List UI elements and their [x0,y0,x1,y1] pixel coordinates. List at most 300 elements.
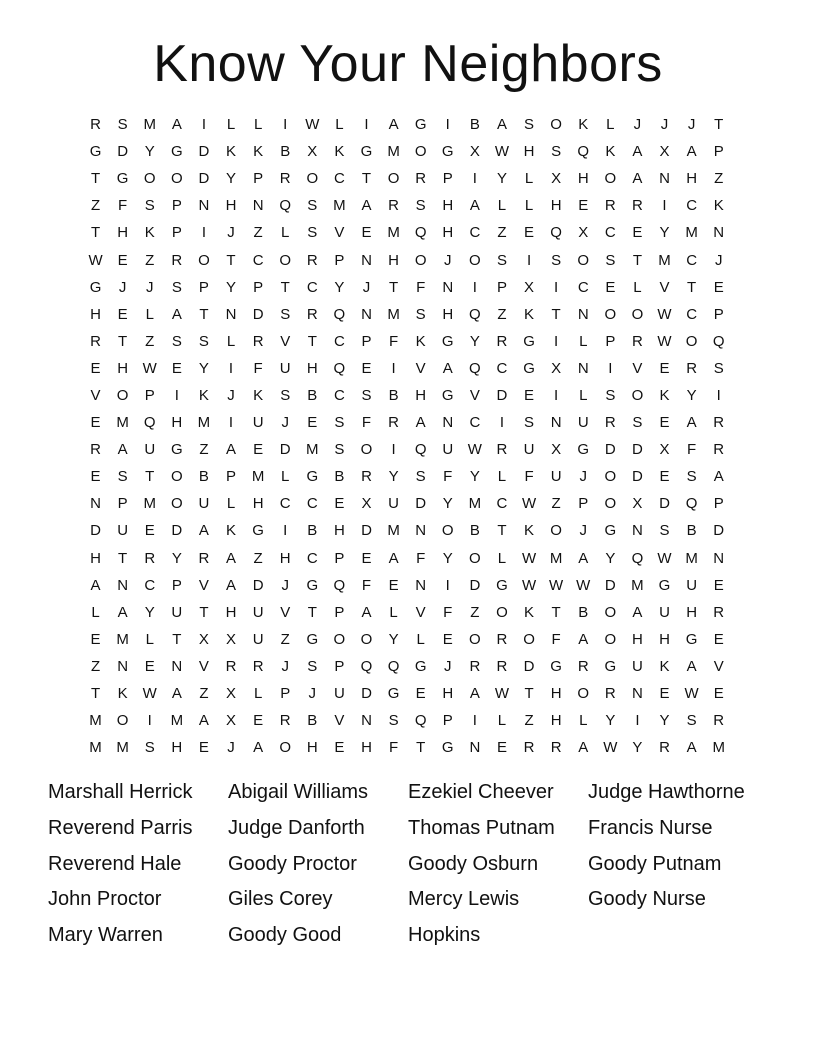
grid-letter: S [686,712,697,730]
grid-letter: N [713,224,725,242]
grid-letter: E [198,739,209,757]
grid-letter: I [472,278,477,296]
grid-letter: Z [199,441,209,459]
grid-letter: S [144,739,155,757]
grid-letter: R [713,603,725,621]
grid-letter: A [171,685,182,703]
word-list-item: Francis Nurse [588,816,713,839]
grid-letter: J [633,116,642,134]
grid-letter: N [550,414,562,432]
grid-letter: L [253,116,263,134]
grid-letter: E [144,657,155,675]
grid-letter: X [307,143,318,161]
grid-letter: A [686,657,697,675]
grid-letter: J [227,739,235,757]
grid-letter: E [361,224,372,242]
grid-letter: L [91,603,100,621]
grid-letter: G [441,739,454,757]
grid-letter: Y [659,224,670,242]
grid-letter: O [604,630,617,648]
grid-letter: G [685,630,698,648]
grid-letter: O [469,251,481,269]
grid-letter: N [225,305,237,323]
grid-letter: A [361,197,372,215]
grid-letter: S [334,414,345,432]
grid-letter: O [604,603,617,621]
grid-letter: X [659,143,670,161]
grid-letter: T [172,630,182,648]
grid-letter: X [226,630,237,648]
grid-letter: T [551,603,561,621]
grid-letter: Q [360,657,373,675]
grid-letter: L [606,116,615,134]
grid-letter: O [550,116,562,134]
grid-letter: R [144,549,156,567]
grid-letter: K [198,386,209,404]
grid-letter: R [496,332,508,350]
grid-letter: S [605,386,616,404]
grid-letter: O [604,495,617,513]
grid-letter: A [171,116,182,134]
grid-letter: W [521,495,537,513]
grid-letter: K [605,143,616,161]
grid-letter: Y [632,739,643,757]
grid-letter: X [469,143,480,161]
grid-letter: R [388,414,399,432]
grid-letter: H [550,197,562,215]
grid-letter: I [283,116,288,134]
word-list-item: Judge Hawthorne [588,781,745,803]
grid-letter: W [494,685,510,703]
grid-letter: T [388,278,399,296]
grid-letter: T [307,332,317,350]
grid-letter: M [197,414,211,432]
grid-letter: Q [712,332,725,350]
grid-letter: N [117,576,129,594]
grid-letter: I [554,278,559,296]
grid-letter: X [524,278,535,296]
grid-letter: G [414,657,427,675]
grid-letter: W [88,251,103,269]
grid-letter: P [171,224,182,242]
grid-letter: I [499,414,505,432]
grid-letter: T [632,251,642,269]
grid-letter: O [414,143,427,161]
grid-letter: H [90,549,101,567]
grid-letter: T [524,685,534,703]
grid-letter: R [604,685,616,703]
grid-letter: C [144,576,156,594]
grid-letter: Z [253,224,263,242]
grid-letter: S [171,332,182,350]
grid-letter: B [198,468,209,486]
grid-letter: P [334,251,345,269]
grid-letter: D [415,495,427,513]
grid-letter: N [632,685,643,703]
grid-letter: A [578,549,589,567]
grid-letter: R [686,359,698,377]
grid-letter: M [170,712,184,730]
grid-letter: U [198,495,210,513]
grid-letter: Q [333,359,346,377]
grid-letter: V [659,278,670,296]
grid-letter: R [577,657,589,675]
grid-letter: T [90,170,101,188]
grid-letter: G [306,630,319,648]
grid-letter: E [388,576,399,594]
grid-letter: N [117,657,129,675]
grid-letter: A [442,359,453,377]
grid-letter: A [226,549,237,567]
grid-letter: R [225,657,237,675]
grid-letter: V [334,224,345,242]
grid-letter: N [90,495,101,513]
grid-letter: H [442,685,454,703]
grid-letter: G [306,576,319,594]
grid-letter: C [252,251,264,269]
grid-letter: F [388,332,399,350]
grid-letter: S [415,468,426,486]
grid-letter: J [579,522,587,540]
grid-letter: K [253,386,264,404]
grid-letter: O [631,386,644,404]
grid-letter: V [415,603,426,621]
grid-letter: A [496,116,507,134]
grid-letter: R [90,332,101,350]
grid-letter: M [468,495,482,513]
grid-letter: B [307,522,318,540]
grid-letter: D [361,522,372,540]
grid-letter: S [307,224,318,242]
grid-letter: F [416,278,426,296]
grid-letter: C [306,495,318,513]
grid-letter: W [142,359,157,377]
grid-letter: A [90,576,101,594]
grid-letter: Y [605,712,616,730]
grid-letter: O [604,468,617,486]
grid-letter: I [716,386,721,404]
grid-letter: R [604,414,616,432]
grid-letter: Y [144,143,155,161]
grid-letter: S [280,386,291,404]
grid-letter: H [523,143,535,161]
grid-letter: C [279,495,291,513]
grid-letter: S [415,197,426,215]
grid-letter: F [361,414,372,432]
grid-letter: E [361,549,372,567]
grid-letter: V [469,386,480,404]
grid-letter: C [686,197,698,215]
grid-letter: J [118,278,127,296]
grid-letter: W [549,576,564,594]
grid-letter: U [523,441,535,459]
grid-letter: D [198,170,210,188]
grid-letter: J [227,224,235,242]
grid-letter: P [713,495,724,513]
grid-letter: D [90,522,101,540]
grid-letter: E [253,712,264,730]
grid-letter: O [496,603,508,621]
grid-letter: T [416,739,426,757]
grid-letter: M [387,305,400,323]
grid-letter: O [550,522,562,540]
grid-letter: D [632,468,643,486]
grid-letter: M [685,549,698,567]
grid-letter: I [174,386,179,404]
grid-letter: S [361,386,372,404]
grid-letter: O [631,305,644,323]
grid-letter: P [226,468,237,486]
grid-letter: U [388,495,399,513]
grid-letter: K [659,657,670,675]
grid-letter: R [713,441,725,459]
grid-letter: U [442,441,454,459]
grid-letter: C [496,495,508,513]
grid-letter: E [659,414,670,432]
grid-letter: F [443,603,453,621]
grid-letter: N [252,197,264,215]
grid-letter: U [252,630,264,648]
word-list-item: Goody Nurse [588,888,706,911]
grid-letter: D [279,441,291,459]
grid-letter: F [551,630,561,648]
grid-letter: T [199,305,209,323]
grid-letter: Q [631,549,644,567]
grid-letter: S [632,414,643,432]
grid-letter: O [523,630,535,648]
grid-letter: I [391,359,396,377]
grid-letter: G [89,278,102,296]
grid-letter: I [445,576,450,594]
grid-letter: Q [387,657,400,675]
grid-letter: N [577,359,589,377]
grid-letter: A [469,197,480,215]
grid-letter: L [633,278,642,296]
word-list [48,777,768,956]
grid-letter: N [442,414,454,432]
grid-letter: A [226,576,237,594]
grid-letter: X [632,495,643,513]
grid-letter: L [497,468,507,486]
grid-letter: W [684,685,699,703]
grid-letter: I [201,224,206,242]
grid-letter: K [144,224,155,242]
grid-letter: N [632,522,643,540]
grid-letter: D [361,685,372,703]
grid-letter: B [307,712,318,730]
grid-letter: L [145,305,154,323]
grid-letter: I [526,251,532,269]
grid-letter: H [171,739,183,757]
grid-letter: V [713,657,724,675]
grid-letter: K [226,522,237,540]
grid-letter: R [713,414,725,432]
grid-letter: N [198,197,210,215]
grid-letter: A [253,739,264,757]
grid-letter: M [387,143,400,161]
grid-letter: B [388,386,399,404]
grid-letter: Y [686,386,697,404]
grid-letter: P [334,657,345,675]
grid-letter: R [90,116,101,134]
grid-letter: M [306,441,319,459]
grid-letter: S [144,197,155,215]
grid-letter: U [252,414,264,432]
grid-letter: O [170,495,183,513]
grid-letter: A [713,468,724,486]
word-list-item: John Proctor [48,888,162,911]
grid-letter: G [116,170,129,188]
grid-letter: E [659,359,670,377]
grid-letter: R [279,712,291,730]
grid-letter: G [441,386,454,404]
grid-letter: H [225,603,237,621]
grid-letter: E [496,739,507,757]
grid-letter: U [252,603,264,621]
grid-letter: J [444,657,452,675]
grid-letter: L [226,332,236,350]
grid-letter: H [550,685,562,703]
grid-letter: I [391,441,396,459]
grid-letter: T [361,170,372,188]
grid-letter: A [686,414,697,432]
grid-letter: K [524,603,535,621]
grid-letter: R [713,712,725,730]
grid-letter: O [577,251,590,269]
grid-letter: L [145,630,154,648]
grid-letter: V [334,712,345,730]
grid-letter: H [686,170,698,188]
grid-letter: A [117,441,128,459]
grid-letter: S [524,414,535,432]
grid-letter: T [199,603,209,621]
grid-letter: S [415,305,426,323]
word-list-item: Mary Warren [48,924,163,947]
grid-letter: L [335,116,344,134]
grid-letter: X [198,630,209,648]
grid-letter: G [604,522,617,540]
grid-letter: G [306,468,319,486]
grid-letter: M [251,468,265,486]
grid-letter: K [524,305,535,323]
grid-letter: H [415,386,427,404]
grid-letter: O [469,549,481,567]
grid-letter: E [171,359,182,377]
grid-letter: G [414,116,427,134]
grid-letter: L [281,224,290,242]
grid-letter: A [388,549,399,567]
grid-letter: X [551,359,562,377]
grid-letter: L [253,685,263,703]
grid-letter: K [117,685,128,703]
grid-letter: T [551,305,561,323]
grid-letter: P [578,495,589,513]
grid-letter: H [442,305,454,323]
grid-letter: Z [497,305,507,323]
grid-letter: N [469,739,481,757]
grid-letter: U [117,522,129,540]
grid-letter: B [578,603,589,621]
grid-letter: D [252,305,264,323]
grid-letter: S [280,305,291,323]
grid-letter: P [253,170,264,188]
grid-letter: A [361,603,372,621]
grid-letter: G [441,332,454,350]
grid-letter: G [523,359,535,377]
grid-letter: X [551,170,562,188]
word-list-item: Reverend Parris [48,816,193,839]
grid-letter: T [687,278,697,296]
grid-letter: S [605,251,616,269]
word-list-item: Ezekiel Cheever [408,781,554,803]
grid-letter: P [442,712,453,730]
grid-letter: U [333,685,345,703]
grid-letter: K [226,143,237,161]
grid-letter: Z [280,630,290,648]
grid-letter: M [387,522,400,540]
grid-letter: E [659,685,670,703]
grid-letter: M [143,495,156,513]
grid-letter: D [604,576,616,594]
grid-letter: J [281,414,289,432]
grid-letter: A [632,143,643,161]
word-list-item: Reverend Hale [48,852,182,875]
letter-grid [82,111,732,761]
grid-letter: H [333,522,345,540]
grid-letter: G [496,576,508,594]
grid-letter: R [632,197,643,215]
grid-letter: P [334,549,345,567]
grid-letter: Y [198,359,209,377]
grid-letter: F [416,549,426,567]
grid-letter: E [605,278,616,296]
grid-letter: D [496,386,508,404]
grid-letter: I [364,116,369,134]
grid-letter: X [361,495,372,513]
grid-letter: T [90,224,101,242]
word-list-item: Thomas Putnam [408,816,555,839]
grid-letter: H [442,224,454,242]
grid-letter: A [686,143,697,161]
grid-letter: Q [143,414,156,432]
grid-letter: D [713,522,725,540]
grid-letter: P [144,386,155,404]
grid-letter: H [577,170,589,188]
grid-letter: X [578,224,589,242]
word-list-item: Goody Putnam [588,852,722,875]
grid-letter: W [521,549,537,567]
grid-letter: R [361,468,372,486]
grid-letter: Z [253,549,263,567]
grid-letter: R [171,251,183,269]
grid-letter: H [90,305,101,323]
grid-letter: J [281,657,289,675]
grid-letter: M [143,116,156,134]
grid-letter: E [334,495,345,513]
grid-letter: K [578,116,589,134]
grid-letter: J [308,685,317,703]
grid-letter: N [442,278,454,296]
grid-letter: Z [145,251,155,269]
grid-letter: E [307,414,318,432]
grid-letter: A [117,603,128,621]
word-list-item: Giles Corey [228,888,333,911]
grid-letter: Q [279,197,292,215]
grid-letter: Q [469,305,481,323]
grid-letter: Y [605,549,616,567]
grid-letter: Y [388,468,399,486]
grid-letter: R [496,657,508,675]
